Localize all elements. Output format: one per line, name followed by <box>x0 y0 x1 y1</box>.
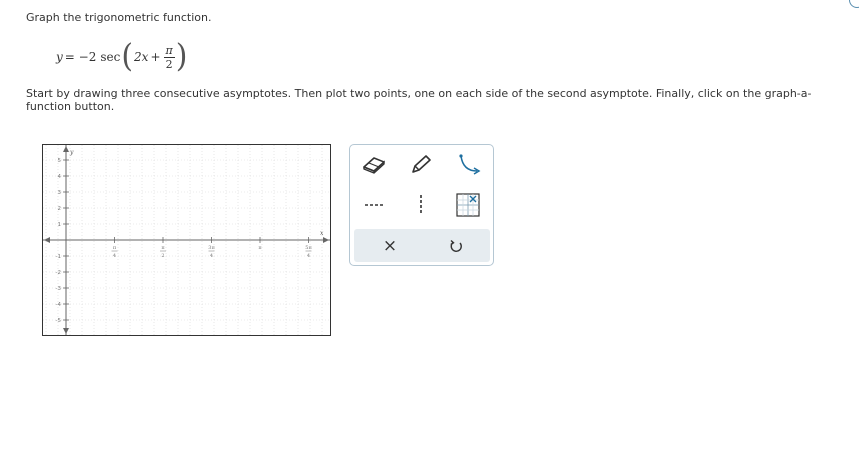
y-tick-label: -5 <box>55 318 61 324</box>
help-button[interactable] <box>849 0 859 8</box>
close-paren: ) <box>175 38 188 75</box>
x-tick-label-denominator: 4 <box>209 253 214 259</box>
y-tick-label: -1 <box>55 254 61 260</box>
y-axis-arrow-up <box>63 146 69 152</box>
vertical-asymptote-tool-button[interactable] <box>401 190 441 220</box>
equation-function: sec <box>100 50 121 64</box>
x-axis-arrow-right <box>323 237 329 243</box>
x-axis-arrow-left <box>44 237 50 243</box>
x-tick-label-numerator: π <box>161 245 165 251</box>
undo-button[interactable] <box>431 229 481 262</box>
y-axis-arrow-down <box>63 328 69 334</box>
graph-function-icon <box>455 192 481 218</box>
equation-argument <box>134 44 175 71</box>
action-bar <box>354 229 490 262</box>
equation-lhs: y <box>56 50 63 64</box>
fraction-denominator: 2 <box>165 57 173 71</box>
equation-fraction <box>164 44 175 71</box>
pencil-tool-button[interactable] <box>401 149 441 179</box>
instructions-text: Start by drawing three consecutive asymptotes. Then plot two points, one on each side of the second asymptote. Finally, click on the graph-a-function button. <box>26 87 812 113</box>
x-tick-label-numerator: π <box>112 245 117 251</box>
y-tick-label: 5 <box>57 158 61 164</box>
close-icon: × <box>382 235 398 256</box>
undo-icon <box>449 239 463 253</box>
eraser-icon <box>361 154 387 174</box>
y-tick-label: 4 <box>57 174 61 180</box>
x-tick-label-numerator: 3π <box>208 245 215 251</box>
y-tick-label: -3 <box>55 286 61 292</box>
horizontal-asymptote-icon <box>361 200 387 210</box>
y-tick-label: -4 <box>55 302 61 308</box>
equation-plus: + <box>150 50 161 64</box>
graph-canvas[interactable] <box>42 144 331 336</box>
curve-icon <box>453 151 483 177</box>
graph-toolbox <box>349 144 494 266</box>
x-axis-label: x <box>320 230 324 237</box>
fraction-numerator: π <box>165 43 173 57</box>
question-prompt: Graph the trigonometric function. <box>26 11 212 24</box>
eraser-tool-button[interactable] <box>354 149 394 179</box>
y-tick-label: 3 <box>57 190 61 196</box>
x-tick-label-denominator: 2 <box>161 253 165 259</box>
curve-tool-button[interactable] <box>448 149 488 179</box>
function-equation <box>56 37 188 77</box>
vertical-asymptote-icon <box>416 192 426 218</box>
pencil-icon <box>408 153 434 175</box>
y-tick-label: 1 <box>57 222 61 228</box>
y-tick-label: 2 <box>57 206 61 212</box>
coordinate-plane[interactable] <box>43 145 330 335</box>
x-tick-label-denominator: 4 <box>112 253 117 259</box>
horizontal-asymptote-tool-button[interactable] <box>354 190 394 220</box>
clear-button[interactable] <box>365 229 415 262</box>
equation-equals: = −2 <box>64 50 97 64</box>
y-axis-label: y <box>70 149 74 156</box>
equation-inner-term: 2x <box>134 50 149 64</box>
x-tick-label-numerator: 5π <box>305 245 312 251</box>
open-paren: ( <box>121 38 134 75</box>
y-tick-label: -2 <box>55 270 61 276</box>
x-tick-label-numerator: π <box>258 245 262 251</box>
graph-function-button[interactable] <box>448 190 488 220</box>
x-tick-label-denominator: 4 <box>306 253 311 259</box>
